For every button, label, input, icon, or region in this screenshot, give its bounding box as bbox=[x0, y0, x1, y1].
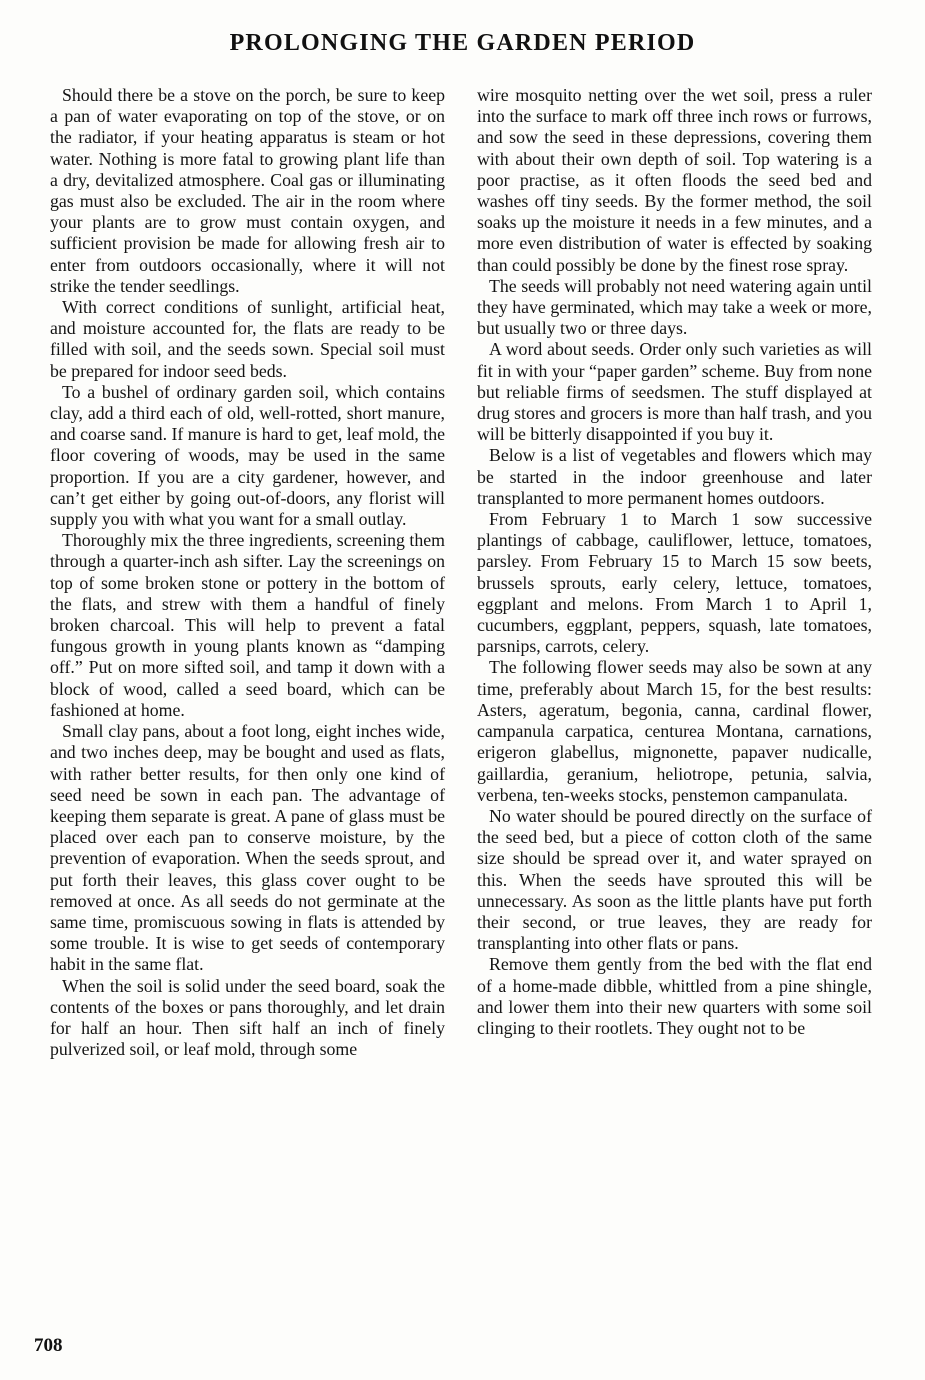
paragraph: The following flower seeds may also be sown at any time, preferably about March 15, for the best results: Asters, ageratum, begonia, canna, cardinal flower, campanula carpatica, centurea Montana, carnations, erigeron glabellus, mignonette, papaver nudicalle, gaillardia, geranium, heliotrope, petunia, salvia, verbena, ten-weeks stocks, penstemon campanulata. bbox=[477, 657, 872, 805]
paragraph: The seeds will probably not need watering again until they have germinated, which may take a week or more, but usually two or three days. bbox=[477, 275, 872, 339]
paragraph: Thoroughly mix the three ingredients, screening them through a quarter-inch ash sifter. Lay the screenings on top of some broken stone or pottery in the bottom of the flats, and strew with them a handful of finely broken charcoal. This will help to prevent a fatal fungous growth in young plants known as “damping off.” Put on more sifted soil, and tamp it down with a block of wood, called a seed board, which can be fashioned at home. bbox=[50, 530, 445, 720]
paragraph-continued: wire mosquito netting over the wet soil, press a ruler into the surface to mark off three inch rows or furrows, and sow the seed in these depressions, covering them with about their own depth of soil. Top watering is a poor practise, as it often floods the seed bed and washes off tiny seeds. By the former method, the soil soaks up the moisture it needs in a few minutes, and a more even distribution of water is effected by soaking than could possibly be done by the finest rose spray. bbox=[477, 85, 872, 275]
paragraph: No water should be poured directly on the surface of the seed bed, but a piece of cotton cloth of the same size should be spread over it, and water sprayed on this. When the seeds have sprouted this will be unnecessary. As soon as the little plants have put forth their second, or true leaves, they are ready for transplanting into other flats or pans. bbox=[477, 805, 872, 954]
right-column bbox=[477, 85, 872, 1039]
paragraph: Should there be a stove on the porch, be sure to keep a pan of water evaporating on top of the stove, or on the radiator, if your heating apparatus is steam or hot water. Nothing is more fatal to growing plant life than a dry, devitalized atmosphere. Coal gas or illuminating gas must also be excluded. The air in the room where your plants are to grow must contain oxygen, and sufficient provision be made for allowing fresh air to enter from outdoors occasionally, where it will not strike the tender seedlings. bbox=[50, 85, 445, 296]
left-column bbox=[50, 85, 445, 1060]
paragraph: Remove them gently from the bed with the flat end of a home-made dibble, whittled from a pine shingle, and lower them into their new quarters with some soil clinging to their rootlets. They ought not to be bbox=[477, 954, 872, 1038]
page-number: 708 bbox=[34, 1335, 63, 1356]
paragraph: A word about seeds. Order only such varieties as will fit in with your “paper garden” scheme. Buy from none but reliable firms of seedsmen. The stuff displayed at drug stores and grocers is more than half trash, and you will be bitterly disappointed if you buy it. bbox=[477, 339, 872, 445]
paragraph: With correct conditions of sunlight, artificial heat, and moisture accounted for, the flats are ready to be filled with soil, and the seeds sown. Special soil must be prepared for indoor seed beds. bbox=[50, 297, 445, 381]
paragraph: To a bushel of ordinary garden soil, which contains clay, add a third each of old, well-rotted, short manure, and coarse sand. If manure is hard to get, leaf mold, the floor covering of woods, may be used in the same proportion. If you are a city gardener, however, and can’t get either by going out-of-doors, any florist will supply you with what you want for a small outlay. bbox=[50, 381, 445, 530]
paragraph: Below is a list of vegetables and flowers which may be started in the indoor greenhouse and later transplanted to more permanent homes outdoors. bbox=[477, 445, 872, 508]
paragraph: When the soil is solid under the seed board, soak the contents of the boxes or pans thoroughly, and let drain for half an hour. Then sift half an inch of finely pulverized soil, or leaf mold, through some bbox=[50, 975, 445, 1060]
paragraph: Small clay pans, about a foot long, eight inches wide, and two inches deep, may be bought and used as flats, with rather better results, for then only one kind of seed need be sown in each pan. The advantage of keeping them separate is great. A pane of glass must be placed over each pan to conserve moisture, by the prevention of evaporation. When the seeds sprout, and put forth their leaves, this glass cover ought to be removed at once. As all seeds do not germinate at the same time, promiscuous sowing in flats is attended by some trouble. It is wise to get seeds of contemporary habit in the same flat. bbox=[50, 721, 445, 975]
paragraph: From February 1 to March 1 sow successive plantings of cabbage, cauliflower, lettuce, tomatoes, parsley. From February 15 to March 15 sow beets, brussels sprouts, early celery, lettuce, tomatoes, eggplant and melons. From March 1 to April 1, cucumbers, eggplant, peppers, squash, late tomatoes, parsnips, carrots, celery. bbox=[477, 509, 872, 657]
running-title: PROLONGING THE GARDEN PERIOD bbox=[229, 30, 696, 56]
